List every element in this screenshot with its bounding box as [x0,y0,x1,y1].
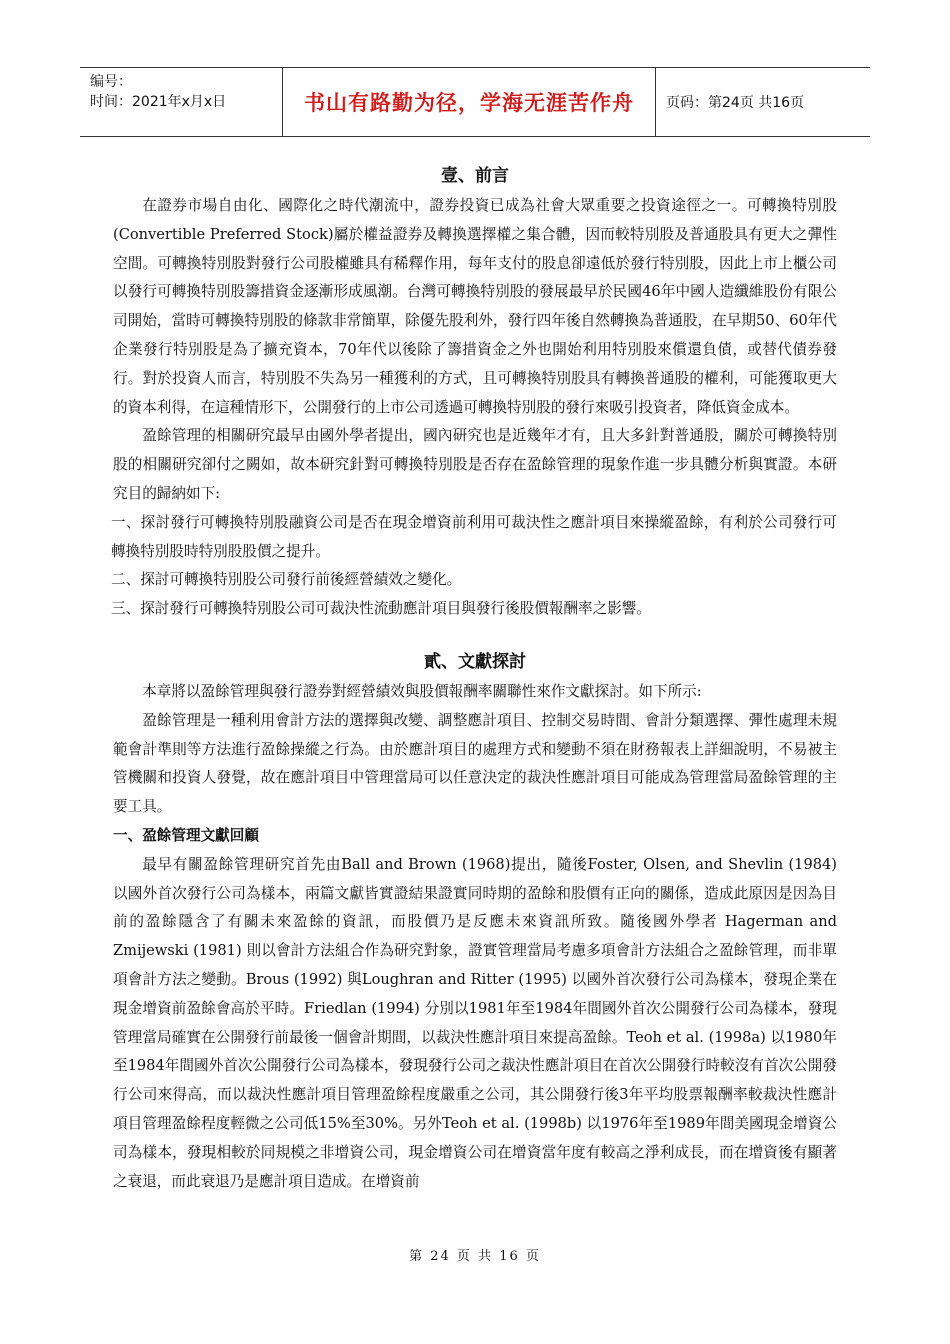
list-item: 一、探討發行可轉換特別股融資公司是否在現金增資前利用可裁決性之應計項目來操縱盈餘，有利於公司發行可轉換特別股時特別股股價之提升。 [111,513,837,560]
list-item: 三、探討發行可轉換特別股公司可裁決性流動應計項目與發行後股價報酬率之影響。 [111,600,651,618]
paragraph: 盈餘管理是一種利用會計方法的選擇與改變、調整應計項目、控制交易時間、會計分類選擇、彈性處理未規範會計準則等方法進行盈餘操縱之行為。由於應計項目的處理方式和變動不須在財務報表上詳細說明，不易被主管機關和投資人發覺，故在應計項目中管理當局可以任意決定的裁決性應計項目可能成為管理當局盈餘管理的主要工具。 [113,711,837,816]
header-page-info: 页码：第24页 共16页 [666,95,805,111]
section-title-literature-review: 貳、文獻探討 [424,651,526,672]
paragraph: 最早有關盈餘管理研究首先由Ball and Brown (1968)提出，隨後Foster, Olsen, and Shevlin (1984) 以國外首次發行公司為樣本，兩篇文獻皆實證結果證實同時期的盈餘和股價有正向的關係，造成此原因是因為目前的盈餘隱含了有關未來盈餘的資訊，而股價乃是反應未來資訊所致。隨後國外學者 Hagerman and Zmijewski (1981) 則以會計方法組合作為研究對象，證實管理當局考慮多項會計方法組合之盈餘管理，而非單項會計方法之變動。Brous (1992) 與Loughran and Ritter (1995) 以國外首次發行公司為樣本，發現企業在現金增資前盈餘會高於平時。Friedlan (1994) 分別以1981年至1984年間國外首次公開發行公司為樣本，發現管理當局確實在公開發行前最後一個會計期間，以裁決性應計項目來提高盈餘。Teoh et al. (1998a) 以1980年至1984年間國外首次公開發行公司為樣本，發現發行公司之裁決性應計項目在首次公開發行時較沒有首次公開發行公司來得高，而以裁決性應計項目管理盈餘程度嚴重之公司，其公開發行後3年平均股票報酬率較裁決性應計項目管理盈餘程度輕微之公司低15%至30%。另外Teoh et al. (1998b) 以1976年至1989年間美國現金增資公司為樣本，發現相較於同規模之非增資公司，現金增資公司在增資當年度有較高之淨利成長，而在增資後有顯著之衰退，而此衰退乃是應計項目造成。在增資前 [113,855,837,1190]
header-motto: 书山有路勤为径，学海无涯苦作舟 [282,68,656,136]
header-meta [80,68,282,136]
subsection-title: 一、盈餘管理文獻回顧 [113,826,259,844]
paragraph: 盈餘管理的相關研究最早由國外學者提出，國內研究也是近幾年才有，且大多針對普通股，關於可轉換特別股的相關研究卻付之闕如，故本研究針對可轉換特別股是否存在盈餘管理的現象作進一步具體分析與實證。本研究目的歸納如下: [113,427,837,502]
section-gap [113,624,837,646]
paragraph: 在證券市場自由化、國際化之時代潮流中，證券投資已成為社會大眾重要之投資途徑之一。可轉換特別股(Convertible Preferred Stock)屬於權益證券及轉換選擇權之集合體，因而較特別股及普通股具有更大之彈性空間。可轉換特別股對發行公司股權雖具有稀釋作用，每年支付的股息卻遠低於發行特別股，因此上市上櫃公司以發行可轉換特別股籌措資金逐漸形成風潮。台灣可轉換特別股的發展最早於民國46年中國人造纖維股份有限公司開始，當時可轉換特別股的條款非常簡單，除優先股利外，發行四年後自然轉換為普通股，在早期50、60年代企業發行特別股是為了擴充資本，70年代以後除了籌措資金之外也開始利用特別股來償還負債，或替代債券發行。對於投資人而言，特別股不失為另一種獲利的方式，且可轉換特別股具有轉換普通股的權利，可能獲取更大的資本利得，在這種情形下，公開發行的上市公司透過可轉換特別股的發行來吸引投資者，降低資金成本。 [113,197,837,416]
document-number-label: 编号： [90,74,132,90]
section-title-introduction: 壹、前言 [441,166,509,186]
list-item: 二、探討可轉換特別股公司發行前後經營績效之變化。 [111,571,462,589]
paragraph: 本章將以盈餘管理與發行證券對經營績效與股價報酬率關聯性來作文獻探討。如下所示: [142,682,702,700]
document-header [80,67,870,137]
document-body [113,160,837,1196]
document-date: 时间：2021年x月x日 [90,94,227,110]
page-footer: 第 24 页 共 16 页 [409,1249,541,1264]
